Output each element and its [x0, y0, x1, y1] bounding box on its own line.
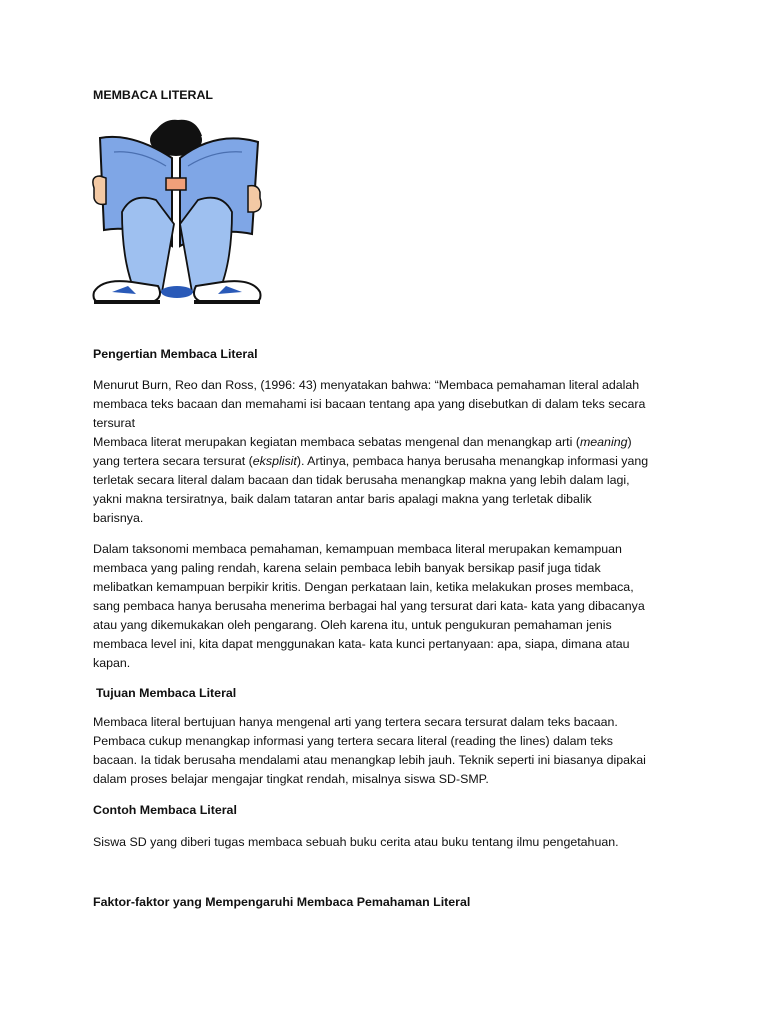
italic-term-meaning: meaning [579, 435, 628, 449]
paragraph-line: melibatkan kemampuan berpikir kritis. Dengan perkataan lain, ketika melakukan proses membaca, [93, 580, 634, 594]
paragraph-line: Membaca literal bertujuan hanya mengenal arti yang tertera secara tersurat dalam teks bacaan. [93, 715, 618, 729]
paragraph-line: membaca level ini, kita dapat menggunakan kata- kata kunci pertanyaan: apa, siapa, dimana atau [93, 637, 630, 651]
paragraph-line: Siswa SD yang diberi tugas membaca sebuah buku cerita atau buku tentang ilmu pengetahuan. [93, 835, 619, 849]
document-title: MEMBACA LITERAL [93, 88, 213, 102]
paragraph-line: atau yang dikemukakan oleh pengarang. Oleh karena itu, untuk pengukuran pemahaman jenis [93, 618, 612, 632]
paragraph-line [93, 433, 632, 452]
paragraph-line: tersurat [93, 416, 136, 430]
text-run: ) [627, 435, 632, 449]
paragraph-line: dalam proses belajar mengajar tingkat rendah, misalnya siswa SD-SMP. [93, 772, 489, 786]
section-heading-contoh: Contoh Membaca Literal [93, 803, 237, 817]
section-heading-pengertian: Pengertian Membaca Literal [93, 347, 258, 361]
section-heading-faktor: Faktor-faktor yang Mempengaruhi Membaca Pemahaman Literal [93, 895, 471, 909]
paragraph-line [93, 452, 648, 471]
paragraph-line: yakni makna tersiratnya, baik dalam tataran antar baris apalagi makna yang terletak dibalik [93, 492, 592, 506]
paragraph-line: bacaan. Ia tidak berusaha mendalami atau menangkap lebih jauh. Teknik seperti ini biasanya dipakai [93, 753, 646, 767]
paragraph-line: terletak secara literal dalam bacaan dan tidak berusaha menangkap makna yang lebih dalam lagi, [93, 473, 630, 487]
paragraph-line: Pembaca cukup menangkap informasi yang tertera secara literal (reading the lines) dalam teks [93, 734, 613, 748]
paragraph-line: membaca teks bacaan dan memahami isi bacaan tentang apa yang disebutkan di dalam teks secara [93, 397, 646, 411]
child-reading-book-icon [92, 114, 262, 306]
text-run: ). Artinya, pembaca hanya berusaha menangkap informasi yang [296, 454, 649, 468]
paragraph-line: kapan. [93, 656, 131, 670]
paragraph-line: membaca yang paling rendah, karena selain pembaca lebih banyak bersikap pasif juga tidak [93, 561, 601, 575]
italic-term-eksplisit: eksplisit [252, 454, 297, 468]
text-run: yang tertera secara tersurat ( [93, 454, 253, 468]
paragraph-line: sang pembaca hanya berusaha menerima berbagai hal yang tersurat dari kata- kata yang dibacanya [93, 599, 645, 613]
paragraph-line: Menurut Burn, Reo dan Ross, (1996: 43) menyatakan bahwa: “Membaca pemahaman literal adalah [93, 378, 640, 392]
text-run: Membaca literat merupakan kegiatan membaca sebatas mengenal dan menangkap arti ( [93, 435, 580, 449]
paragraph-line: Dalam taksonomi membaca pemahaman, kemampuan membaca literal merupakan kemampuan [93, 542, 622, 556]
section-heading-tujuan: Tujuan Membaca Literal [96, 686, 237, 700]
paragraph-line: barisnya. [93, 511, 144, 525]
